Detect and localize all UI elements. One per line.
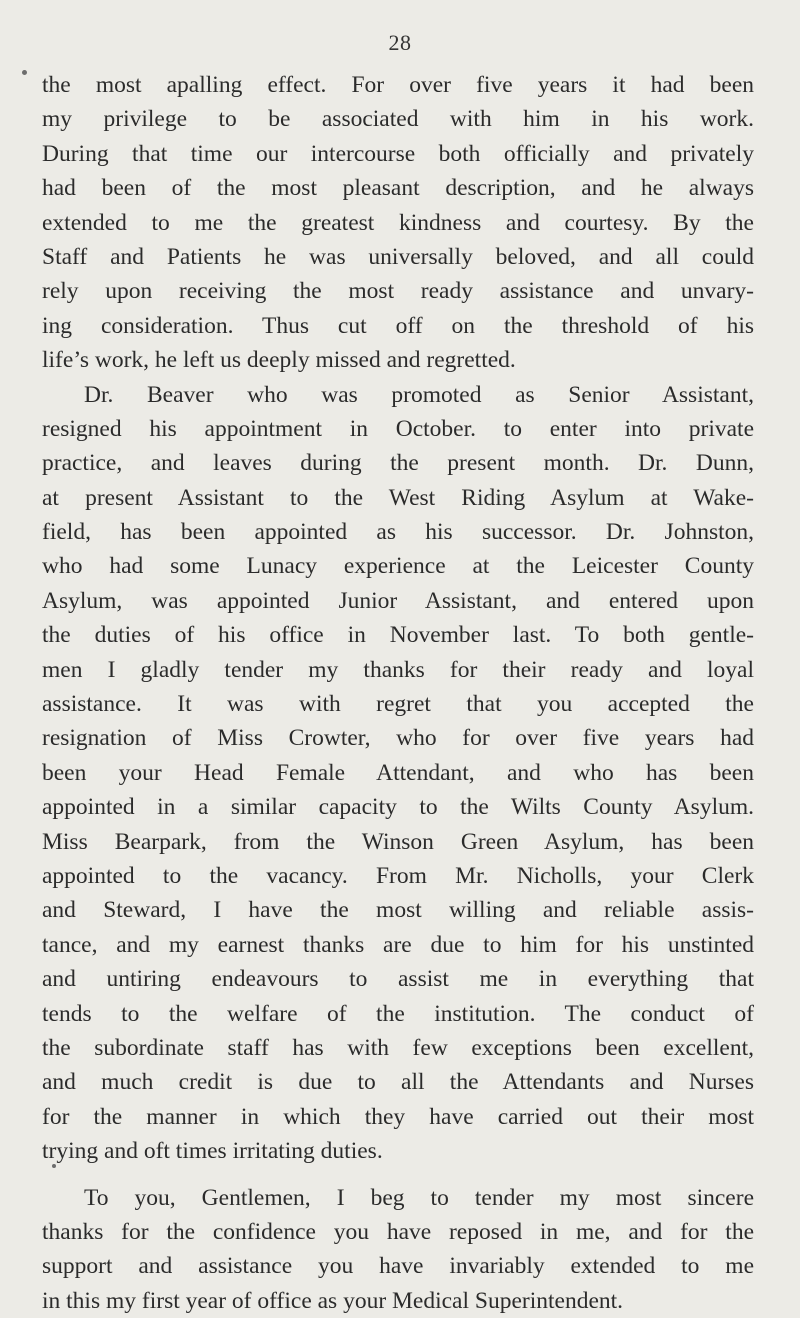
text-line: who had some Lunacy experience at the Leicester County: [42, 549, 754, 583]
text-line: Staff and Patients he was universally beloved, and all could: [42, 240, 754, 274]
text-line: Miss Bearpark, from the Winson Green Asylum, has been: [42, 825, 754, 859]
text-line: trying and oft times irritating duties.: [42, 1134, 754, 1168]
text-line: thanks for the confidence you have reposed in me, and for the: [42, 1215, 754, 1249]
scan-speck: [52, 1164, 56, 1168]
paragraph-gap: [42, 1169, 754, 1181]
text-line: men I gladly tender my thanks for their ready and loyal: [42, 653, 754, 687]
text-line: the most apalling effect. For over five years it had been: [42, 68, 754, 102]
text-line: resigned his appointment in October. to enter into private: [42, 412, 754, 446]
text-line: tance, and my earnest thanks are due to him for his unstinted: [42, 928, 754, 962]
scan-speck: [22, 70, 27, 75]
text-line: and Steward, I have the most willing and reliable assis-: [42, 893, 754, 927]
text-line: practice, and leaves during the present month. Dr. Dunn,: [42, 446, 754, 480]
text-line: my privilege to be associated with him in his work.: [42, 102, 754, 136]
body-text: [42, 68, 754, 1318]
text-line: tends to the welfare of the institution. The conduct of: [42, 997, 754, 1031]
text-line: appointed to the vacancy. From Mr. Nicholls, your Clerk: [42, 859, 754, 893]
text-line: been your Head Female Attendant, and who has been: [42, 756, 754, 790]
text-line: in this my first year of office as your Medical Superintendent.: [42, 1284, 754, 1318]
text-line: appointed in a similar capacity to the Wilts County Asylum.: [42, 790, 754, 824]
paragraph-3: [42, 1181, 754, 1318]
page-number: 28: [0, 30, 800, 56]
text-line: at present Assistant to the West Riding Asylum at Wake-: [42, 481, 754, 515]
text-line: During that time our intercourse both officially and privately: [42, 137, 754, 171]
text-line: To you, Gentlemen, I beg to tender my most sincere: [42, 1181, 754, 1215]
text-line: life’s work, he left us deeply missed and regretted.: [42, 343, 754, 377]
text-line: extended to me the greatest kindness and courtesy. By the: [42, 206, 754, 240]
paragraph-1: [42, 68, 754, 378]
text-line: resignation of Miss Crowter, who for over five years had: [42, 721, 754, 755]
text-line: rely upon receiving the most ready assistance and unvary-: [42, 274, 754, 308]
text-line: the duties of his office in November last. To both gentle-: [42, 618, 754, 652]
text-line: for the manner in which they have carried out their most: [42, 1100, 754, 1134]
paragraph-2: [42, 378, 754, 1169]
text-line: field, has been appointed as his successor. Dr. Johnston,: [42, 515, 754, 549]
text-line: and much credit is due to all the Attendants and Nurses: [42, 1065, 754, 1099]
text-line: and untiring endeavours to assist me in everything that: [42, 962, 754, 996]
text-line: the subordinate staff has with few exceptions been excellent,: [42, 1031, 754, 1065]
text-line: support and assistance you have invariably extended to me: [42, 1249, 754, 1283]
text-line: Dr. Beaver who was promoted as Senior Assistant,: [42, 378, 754, 412]
text-line: Asylum, was appointed Junior Assistant, and entered upon: [42, 584, 754, 618]
text-line: ing consideration. Thus cut off on the threshold of his: [42, 309, 754, 343]
text-line: assistance. It was with regret that you accepted the: [42, 687, 754, 721]
text-line: had been of the most pleasant description, and he always: [42, 171, 754, 205]
